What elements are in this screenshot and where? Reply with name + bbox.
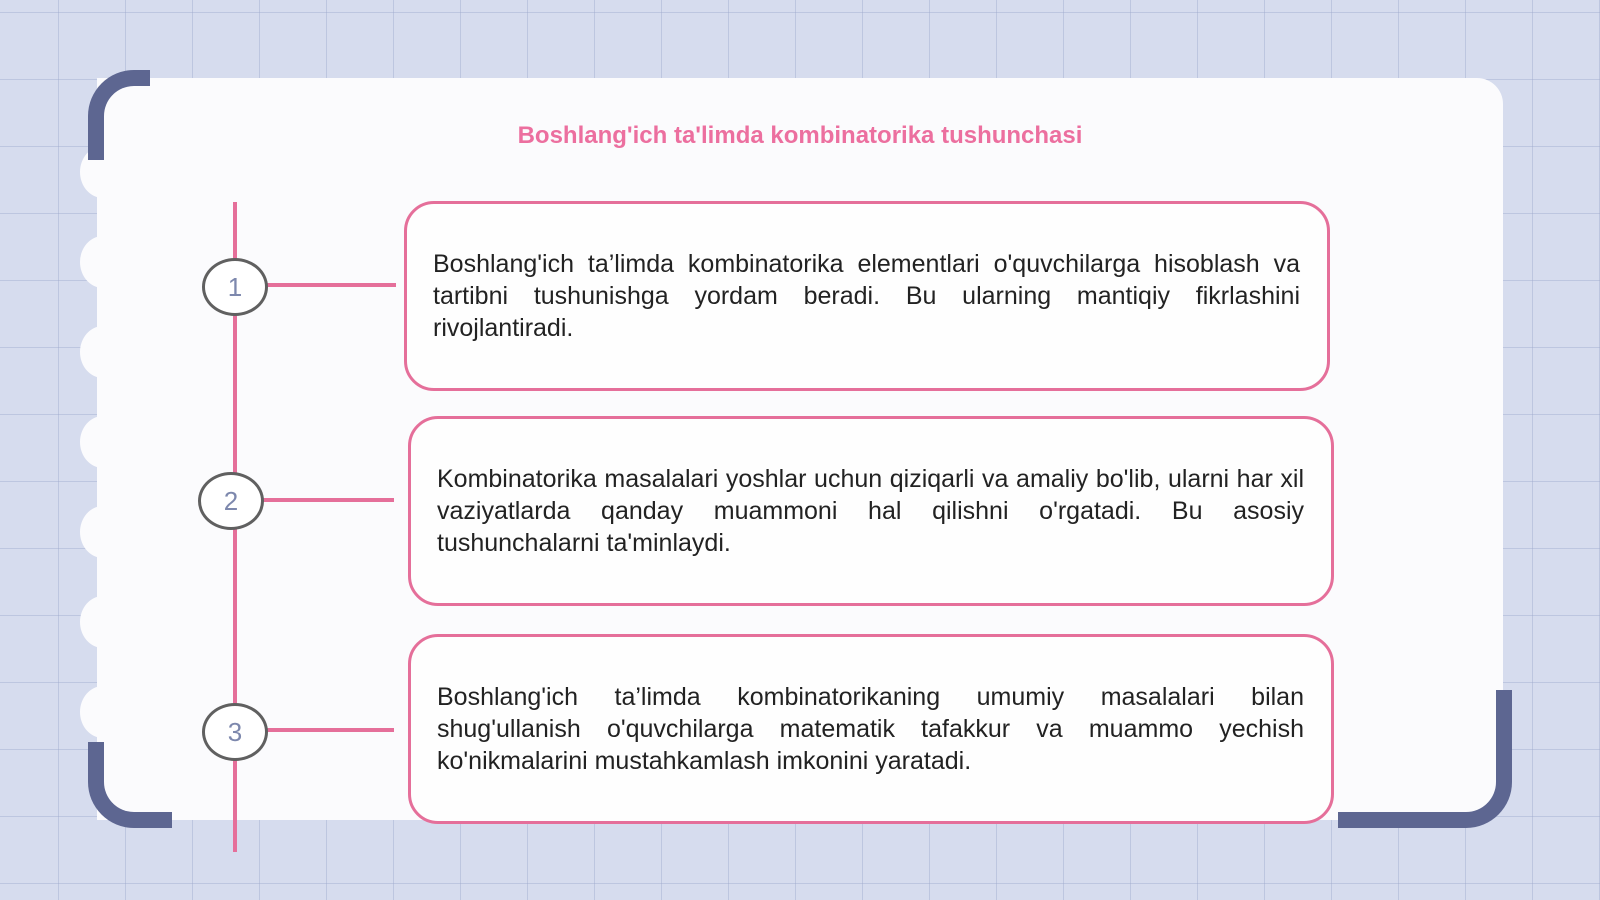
paper-edge-scallop	[80, 236, 126, 288]
step-number-1: 1	[202, 258, 268, 316]
step-text-3: Boshlang'ich ta’limda kombinatorikaning umumiy masalalari bilan shug'ullanish o'quvchilarga matematik tafakkur va muammo yechish ko'nikmalarini mustahkamlash imkonini yaratadi.	[437, 683, 1304, 775]
slide-title: Boshlang'ich ta'limda kombinatorika tushunchasi	[517, 122, 1083, 149]
paper-edge-scallop	[80, 686, 126, 738]
step-number-2: 2	[198, 472, 264, 530]
step-card-3	[408, 634, 1334, 824]
step-card-1	[404, 201, 1330, 391]
step-number-3: 3	[202, 703, 268, 761]
paper-edge-scallop	[80, 326, 126, 378]
timeline-connector-2	[262, 498, 394, 502]
timeline-connector-1	[266, 283, 396, 287]
timeline-connector-3	[266, 728, 394, 732]
step-text-1: Boshlang'ich ta’limda kombinatorika elementlari o'quvchilarga hisoblash va tartibni tushunishga yordam beradi. Bu ularning mantiqiy fikrlashini rivojlantiradi.	[433, 250, 1300, 342]
step-text-2: Kombinatorika masalalari yoshlar uchun qiziqarli va amaliy bo'lib, ularni har xil vaziyatlarda qanday muammoni hal qilishni o'rgatadi. Bu asosiy tushunchalarni ta'minlaydi.	[437, 465, 1304, 557]
step-card-2	[408, 416, 1334, 606]
paper-edge-scallop	[80, 416, 126, 468]
paper-edge-scallop	[80, 506, 126, 558]
paper-edge-scallop	[80, 596, 126, 648]
frame-corner-bottom-right	[1338, 690, 1512, 828]
